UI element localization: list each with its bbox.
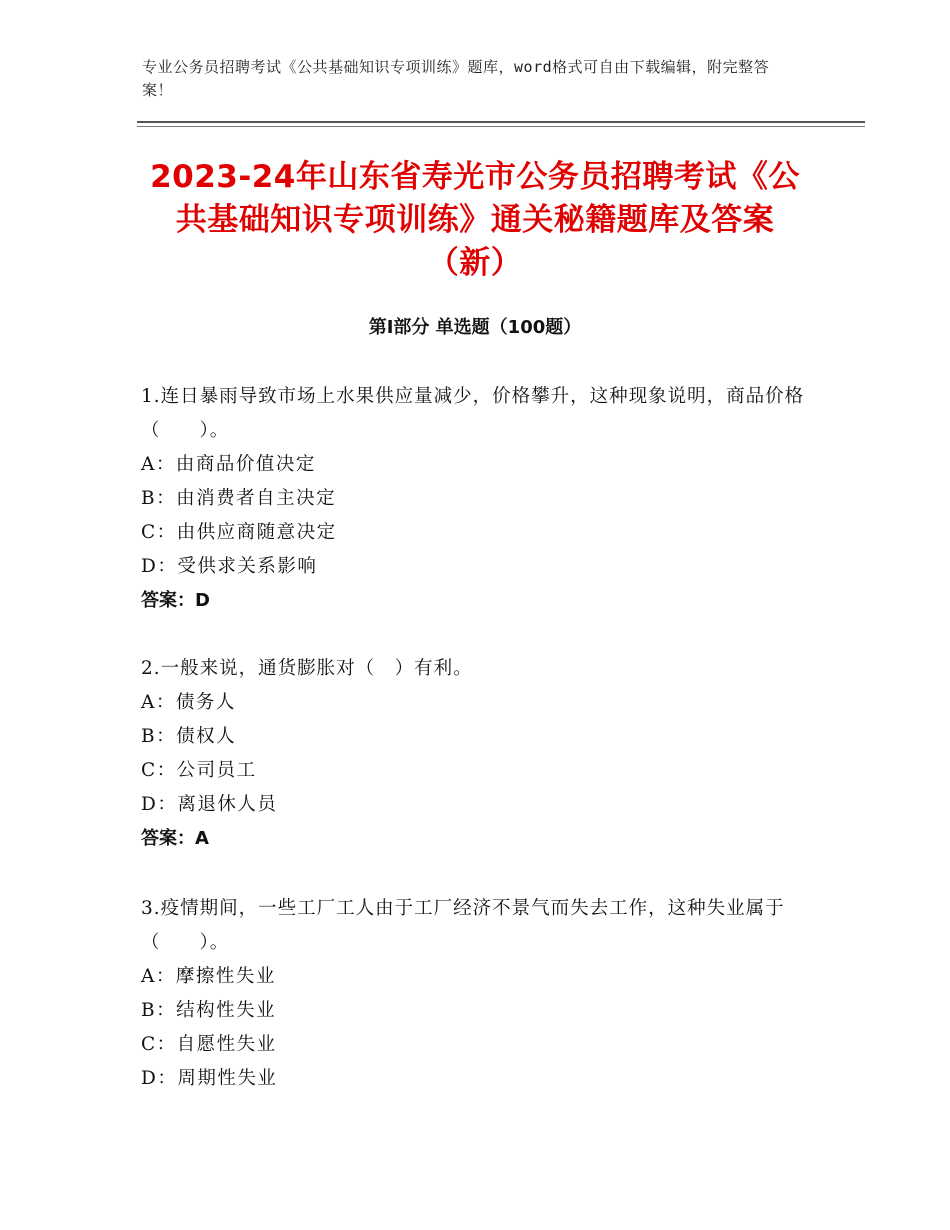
option-d: D：离退休人员 [141, 794, 278, 815]
question-stem: 3.疫情期间，一些工厂工人由于工厂经济不景气而失去工作，这种失业属于（ ）。 [141, 898, 785, 953]
option-d: D：周期性失业 [141, 1068, 278, 1089]
answer: 答案：A [141, 828, 209, 849]
answer: 答案：D [141, 590, 210, 611]
question-stem: 2.一般来说，通货膨胀对（ ）有利。 [141, 658, 473, 679]
option-b: B：结构性失业 [141, 1000, 277, 1021]
option-c: C：自愿性失业 [141, 1034, 277, 1055]
document-title: 2023-24年山东省寿光市公务员招聘考试《公共基础知识专项训练》通关秘籍题库及答案（新） [150, 159, 800, 281]
question-2 [141, 652, 821, 856]
option-c: C：公司员工 [141, 760, 257, 781]
option-c: C：由供应商随意决定 [141, 522, 337, 543]
header-divider-thick [137, 121, 865, 123]
option-a: A：由商品价值决定 [141, 454, 316, 475]
question-1 [141, 380, 821, 618]
header-divider-thin [137, 126, 865, 127]
question-stem: 1.连日暴雨导致市场上水果供应量减少，价格攀升，这种现象说明，商品价格（ ）。 [141, 386, 805, 441]
header-note: 专业公务员招聘考试《公共基础知识专项训练》题库，word格式可自由下载编辑，附完整答案！ [142, 58, 770, 99]
part-heading: 第I部分 单选题（100题） [368, 317, 582, 338]
question-3 [141, 892, 821, 1096]
option-b: B：债权人 [141, 726, 237, 747]
option-b: B：由消费者自主决定 [141, 488, 337, 509]
option-a: A：摩擦性失业 [141, 966, 276, 987]
option-a: A：债务人 [141, 692, 236, 713]
option-d: D：受供求关系影响 [141, 556, 318, 577]
